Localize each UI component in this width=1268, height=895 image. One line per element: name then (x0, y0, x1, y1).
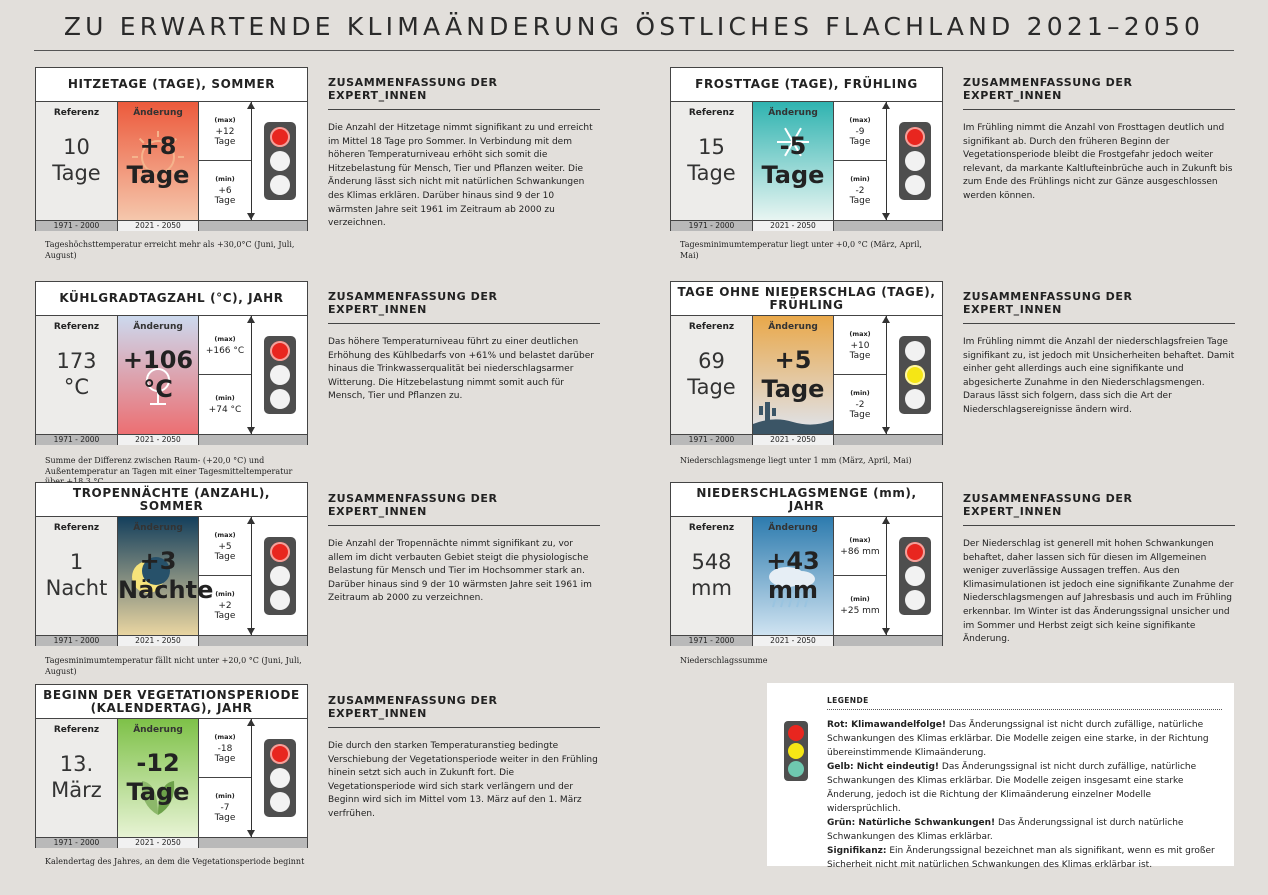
period-reference: 1971 - 2000 (688, 636, 735, 645)
reference-value: 69 Tage (687, 349, 736, 399)
summary-heading: ZUSAMMENFASSUNG DER EXPERT_INNEN (963, 492, 1235, 526)
traffic-light-icon (899, 122, 931, 200)
reference-cell (671, 517, 752, 635)
change-cell (752, 316, 834, 434)
period-reference: 1971 - 2000 (53, 221, 100, 230)
reference-label: Referenz (53, 725, 100, 735)
reference-cell (36, 719, 117, 837)
period-bar (671, 635, 942, 646)
summary-heading: ZUSAMMENFASSUNG DER EXPERT_INNEN (963, 76, 1235, 110)
min-value: +74 °C (208, 405, 242, 415)
period-reference: 1971 - 2000 (53, 838, 100, 847)
reference-value: 10 Tage (52, 135, 101, 185)
traffic-light-icon (264, 122, 296, 200)
period-future: 2021 - 2050 (117, 221, 199, 231)
title-divider (34, 50, 1234, 51)
legend-yellow: Gelb: Nicht eindeutig! Das Änderungssignal ist nicht durch zufällige, natürliche Schwankungen des Klimas erklärbar. Die Modelle zeigen insgesamt eine starke Änderung, jedoch ist die Richtung der Klimaänderung einzelner Modelle widersprüchlich. (827, 762, 1197, 814)
indicator-card-vegetationsperiode (35, 684, 308, 848)
summary-heading: ZUSAMMENFASSUNG DER EXPERT_INNEN (328, 290, 600, 324)
reference-cell (36, 102, 117, 220)
summary-text: Das höhere Temperaturniveau führt zu einer deutlichen Erhöhung des Kühlbedarfs von +61% und belastet darüber hinaus die Trinkwasserqualität bei niederschlagsarmer Witterung. Die Hitzebelastung nimmt somit auch für Mensch, Tier und Pflanzen zu. (328, 337, 594, 402)
indicator-card-hitzetage (35, 67, 308, 231)
legend-text (827, 718, 1227, 872)
reference-cell (671, 316, 752, 434)
change-value: +8 Tage (126, 132, 190, 189)
max-cell (834, 316, 886, 375)
reference-label: Referenz (688, 322, 735, 332)
reference-cell (36, 517, 117, 635)
min-value: -2 Tage (849, 400, 871, 420)
change-cell (117, 517, 214, 635)
change-value: +3 Nächte (118, 547, 214, 604)
traffic-light-icon (264, 739, 296, 817)
period-bar (36, 837, 307, 848)
period-future: 2021 - 2050 (752, 221, 834, 231)
summary-text: Im Frühling nimmt die Anzahl von Frosttagen deutlich und signifikant ab. Durch den früheren Beginn der Vegetationsperiode bleibt die Frostgefahr jedoch weiter relevant, da markante Kaltlufteinbrüche auch in Zukunft bis zum Ende des Frühlings nicht zur Gänze ausgeschlossen werden können. (963, 123, 1233, 201)
period-bar (36, 434, 307, 445)
traffic-light-icon (899, 336, 931, 414)
expert-summary (963, 290, 1235, 418)
page-title: ZU ERWARTENDE KLIMAÄNDERUNG ÖSTLICHES FLACHLAND 2021–2050 (63, 12, 1205, 41)
change-cell (752, 102, 834, 220)
min-value: +25 mm (840, 606, 880, 616)
card-definition-note: Kalendertag des Jahres, an dem die Vegetationsperiode beginnt (45, 857, 305, 866)
indicator-card-frosttage (670, 67, 943, 231)
change-label: Änderung (768, 523, 818, 533)
traffic-light-icon (899, 537, 931, 615)
period-bar (36, 220, 307, 231)
period-future: 2021 - 2050 (117, 838, 199, 848)
expert-summary (328, 492, 600, 606)
reference-cell (671, 102, 752, 220)
min-value: +6 Tage (214, 186, 236, 206)
reference-value: 548 mm (691, 550, 732, 600)
legend-significance: Signifikanz: Ein Änderungssignal bezeichnet man als signifikant, wenn es mit großer Sicherheit nicht mit natürlichen Schwankungen des Klimas erklärbar ist. (827, 846, 1215, 870)
summary-text: Die Anzahl der Hitzetage nimmt signifikant zu und erreicht im Mittel 18 Tage pro Sommer. In Verbindung mit dem höheren Temperaturniveau erhöht sich somit die Hitzebelastung für Mensch, Tier und Pflanzen weiter. Die Änderung lässt sich nicht mit natürlichen Schwankungen des Klimas erklären. Darüber hinaus sind 9 der 10 wärmsten Jahre seit 1961 im Zeitraum ab 2000 zu verzeichnen. (328, 123, 593, 229)
max-label: (max) (849, 115, 871, 124)
max-label: (max) (849, 535, 871, 544)
reference-value: 13. März (51, 752, 102, 802)
max-cell (834, 102, 886, 161)
change-cell (117, 102, 199, 220)
change-label: Änderung (133, 108, 183, 118)
max-value: +10 Tage (849, 340, 871, 361)
min-cell (199, 778, 251, 837)
min-value: -2 Tage (849, 186, 871, 206)
period-reference: 1971 - 2000 (688, 221, 735, 230)
max-value: -9 Tage (849, 126, 871, 147)
reference-value: 1 Nacht (45, 550, 108, 600)
period-bar (671, 220, 942, 231)
max-label: (max) (214, 334, 236, 343)
summary-heading: ZUSAMMENFASSUNG DER EXPERT_INNEN (328, 694, 600, 728)
change-value: -5 Tage (761, 132, 825, 189)
period-reference: 1971 - 2000 (53, 435, 100, 444)
max-value: +5 Tage (214, 541, 236, 562)
max-cell (834, 517, 886, 576)
legend-title: LEGENDE (827, 696, 869, 705)
range-arrow-icon (251, 102, 252, 220)
max-cell (199, 316, 251, 375)
max-value: +166 °C (205, 345, 245, 356)
min-label: (min) (850, 175, 870, 183)
range-arrow-icon (251, 316, 252, 434)
range-arrow-icon (886, 316, 887, 434)
change-cell (117, 316, 199, 434)
reference-value: 173 °C (56, 349, 97, 399)
traffic-light-icon (264, 336, 296, 414)
range-arrow-icon (886, 517, 887, 635)
legend-divider (827, 709, 1222, 710)
expert-summary (963, 492, 1235, 647)
change-value: +5 Tage (761, 346, 825, 403)
min-label: (min) (215, 590, 235, 598)
min-value: -7 Tage (214, 803, 236, 823)
expert-summary (328, 76, 600, 231)
card-definition-note: Tagesminimumtemperatur fällt nicht unter +20,0 °C (Juni, Juli, August) (45, 656, 302, 676)
min-cell (199, 375, 251, 434)
max-label: (max) (849, 329, 871, 338)
reference-cell (36, 316, 117, 434)
legend-panel (767, 683, 1234, 870)
summary-text: Der Niederschlag ist generell mit hohen Schwankungen behaftet, daher lassen sich für diesen im Allgemeinen weniger zuverlässige Aussagen treffen. Aus den Klimasimulationen ist jedoch eine signifikante Zunahme der Niederschlagsmengen auf Jahresbasis und auch im Frühling erkennbar. Im Winter ist das Änderungssignal unsicher und im Sommer und Herbst zeigt sich keine signifikante Änderung. (963, 539, 1234, 645)
indicator-card-tropennaechte (35, 482, 308, 646)
summary-heading: ZUSAMMENFASSUNG DER EXPERT_INNEN (328, 492, 600, 526)
range-arrow-icon (251, 517, 252, 635)
max-value: +12 Tage (214, 126, 236, 147)
change-label: Änderung (133, 523, 183, 533)
reference-label: Referenz (688, 108, 735, 118)
change-cell (752, 517, 834, 635)
card-definition-note: Tagesminimumtemperatur liegt unter +0,0 °C (März, April, Mai) (680, 240, 922, 260)
change-value: +43 mm (766, 547, 820, 604)
reference-value: 15 Tage (687, 135, 736, 185)
period-bar (36, 635, 307, 646)
min-value: +2 Tage (214, 601, 236, 621)
period-reference: 1971 - 2000 (688, 435, 735, 444)
expert-summary (963, 76, 1235, 204)
min-label: (min) (850, 389, 870, 397)
card-heading: BEGINN DER VEGETATIONSPERIODE (KALENDERTAG), JAHR (36, 685, 307, 719)
reference-label: Referenz (53, 322, 100, 332)
card-definition-note: Tageshöchsttemperatur erreicht mehr als +30,0°C (Juni, Juli, August) (45, 240, 295, 260)
reference-label: Referenz (53, 523, 100, 533)
indicator-card-niederschlagsmenge (670, 482, 943, 646)
expert-summary (328, 290, 600, 404)
card-heading: HITZETAGE (TAGE), SOMMER (36, 68, 307, 102)
card-heading: FROSTTAGE (TAGE), FRÜHLING (671, 68, 942, 102)
min-label: (min) (850, 595, 870, 603)
period-future: 2021 - 2050 (752, 435, 834, 445)
reference-label: Referenz (53, 108, 100, 118)
change-label: Änderung (768, 108, 818, 118)
max-cell (199, 102, 251, 161)
legend-green: Grün: Natürliche Schwankungen! Das Änderungssignal ist durch natürliche Schwankungen des Klimas erklärbar. (827, 818, 1184, 842)
min-label: (min) (215, 175, 235, 183)
period-future: 2021 - 2050 (117, 435, 199, 445)
indicator-card-kuehlgradtagzahl (35, 281, 308, 445)
change-value: +106 °C (122, 346, 194, 403)
min-label: (min) (215, 792, 235, 800)
period-reference: 1971 - 2000 (53, 636, 100, 645)
min-cell (199, 161, 251, 220)
max-value: +86 mm (840, 546, 880, 557)
change-label: Änderung (133, 725, 183, 735)
range-arrow-icon (886, 102, 887, 220)
summary-text: Die Anzahl der Tropennächte nimmt signifikant zu, vor allem im dicht verbauten Gebiet steigt die physiologische Belastung für Mensch und Tier im Hochsommer stark an. Darüber hinaus sind 9 der 10 wärmsten Jahre seit 1961 im Zeitraum ab 2000 zu verzeichnen. (328, 539, 592, 604)
expert-summary (328, 694, 600, 822)
change-label: Änderung (133, 322, 183, 332)
change-value: -12 Tage (126, 749, 190, 806)
change-label: Änderung (768, 322, 818, 332)
summary-text: Im Frühling nimmt die Anzahl der niederschlagsfreien Tage signifikant zu, ist jedoch mit Unsicherheiten behaftet. Damit einher geht allerdings auch eine signifikante und abgesicherte Zunahme in den Niederschlagsmengen. Daraus lässt sich folgern, dass sich die Art der Niederschlagsereignisse ändern wird. (963, 337, 1235, 415)
max-value: -18 Tage (214, 743, 236, 764)
traffic-light-icon (264, 537, 296, 615)
max-cell (199, 517, 251, 576)
summary-text: Die durch den starken Temperaturanstieg bedingte Verschiebung der Vegetationsperiode weiter in den Frühling hinein setzt sich auch in Zukunft fort. Die Vegetationsperiode wird sich stark verlängern und der Beginn wird sich im Mittel vom 13. März auf den 1. März verfrühen. (328, 741, 598, 819)
max-label: (max) (214, 732, 236, 741)
max-label: (max) (214, 115, 236, 124)
period-future: 2021 - 2050 (752, 636, 834, 646)
reference-label: Referenz (688, 523, 735, 533)
card-definition-note: Niederschlagssumme (680, 656, 768, 665)
card-definition-note: Niederschlagsmenge liegt unter 1 mm (März, April, Mai) (680, 456, 912, 465)
max-cell (199, 719, 251, 778)
legend-red: Rot: Klimawandelfolge! Das Änderungssignal ist nicht durch zufällige, natürliche Schwankungen des Klimas erklärbar. Die Modelle zeigen eine starke, in der Richtung übereinstimmende Klimaänderung. (827, 720, 1209, 758)
card-heading: TROPENNÄCHTE (ANZAHL), SOMMER (36, 483, 307, 517)
period-future: 2021 - 2050 (117, 636, 199, 646)
min-cell (834, 161, 886, 220)
card-definition-note: Summe der Differenz zwischen Raum- (+20,0 °C) und Außentemperatur an Tagen mit einer Tagesmitteltemperatur (45, 456, 293, 476)
summary-heading: ZUSAMMENFASSUNG DER EXPERT_INNEN (963, 290, 1235, 324)
legend-traffic-light-icon (784, 721, 808, 781)
card-heading: NIEDERSCHLAGSMENGE (mm), JAHR (671, 483, 942, 517)
indicator-card-tage-ohne-niederschlag (670, 281, 943, 445)
range-arrow-icon (251, 719, 252, 837)
period-bar (671, 434, 942, 445)
summary-heading: ZUSAMMENFASSUNG DER EXPERT_INNEN (328, 76, 600, 110)
card-heading: TAGE OHNE NIEDERSCHLAG (TAGE), FRÜHLING (671, 282, 942, 316)
min-cell (834, 576, 886, 635)
change-cell (117, 719, 199, 837)
min-cell (834, 375, 886, 434)
max-label: (max) (214, 530, 236, 539)
min-label: (min) (215, 394, 235, 402)
card-heading: KÜHLGRADTAGZAHL (°C), JAHR (36, 282, 307, 316)
